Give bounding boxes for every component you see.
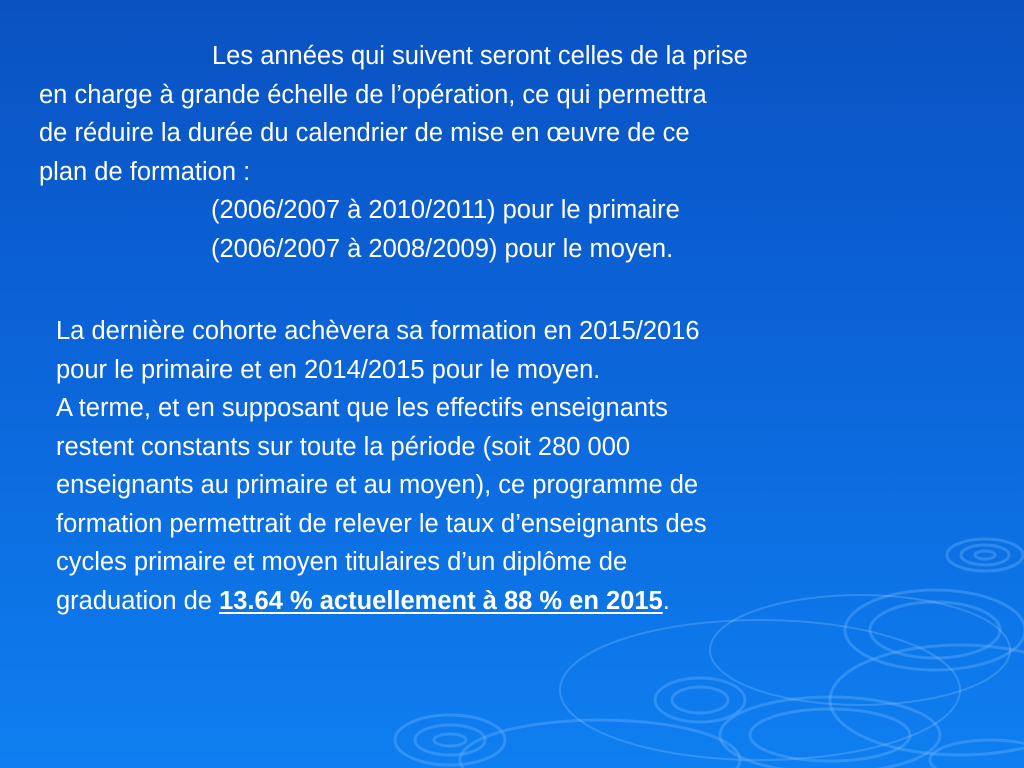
paragraph-outcome (56, 312, 707, 620)
paragraph-line: La dernière cohorte achèvera sa formation en 2015/2016 (56, 317, 700, 345)
paragraph-line: plan de formation : (39, 157, 251, 186)
emphasis-rate: 13.64 % actuellement à 88 % en 2015 (219, 586, 663, 615)
paragraph-schedule (39, 37, 748, 268)
range-line-primary: (2006/2007 à 2010/2011) pour le primaire (211, 196, 680, 224)
paragraph-last-line (56, 582, 707, 621)
paragraph-line: Les années qui suivent seront celles de la prise (212, 42, 748, 70)
paragraph-line: cycles primaire et moyen titulaires d’un diplôme de (56, 548, 628, 576)
paragraph-line: enseignants au primaire et au moyen), ce programme de (56, 471, 699, 499)
paragraph-line: en charge à grande échelle de l’opération, ce qui permettra (39, 80, 707, 109)
range-line-moyen: (2006/2007 à 2008/2009) pour le moyen. (211, 234, 674, 263)
paragraph-line: restent constants sur toute la période (soit 280 000 (56, 432, 631, 461)
paragraph-line: A terme, et en supposant que les effectifs enseignants (56, 394, 668, 422)
last-line-suffix: . (662, 586, 670, 615)
paragraph-line: pour le primaire et en 2014/2015 pour le moyen. (56, 355, 601, 384)
last-line-prefix: graduation de (56, 586, 220, 615)
paragraph-line: formation permettrait de relever le taux d’enseignants des (56, 509, 707, 538)
paragraph-line: de réduire la durée du calendrier de mise en œuvre de ce (39, 119, 690, 147)
